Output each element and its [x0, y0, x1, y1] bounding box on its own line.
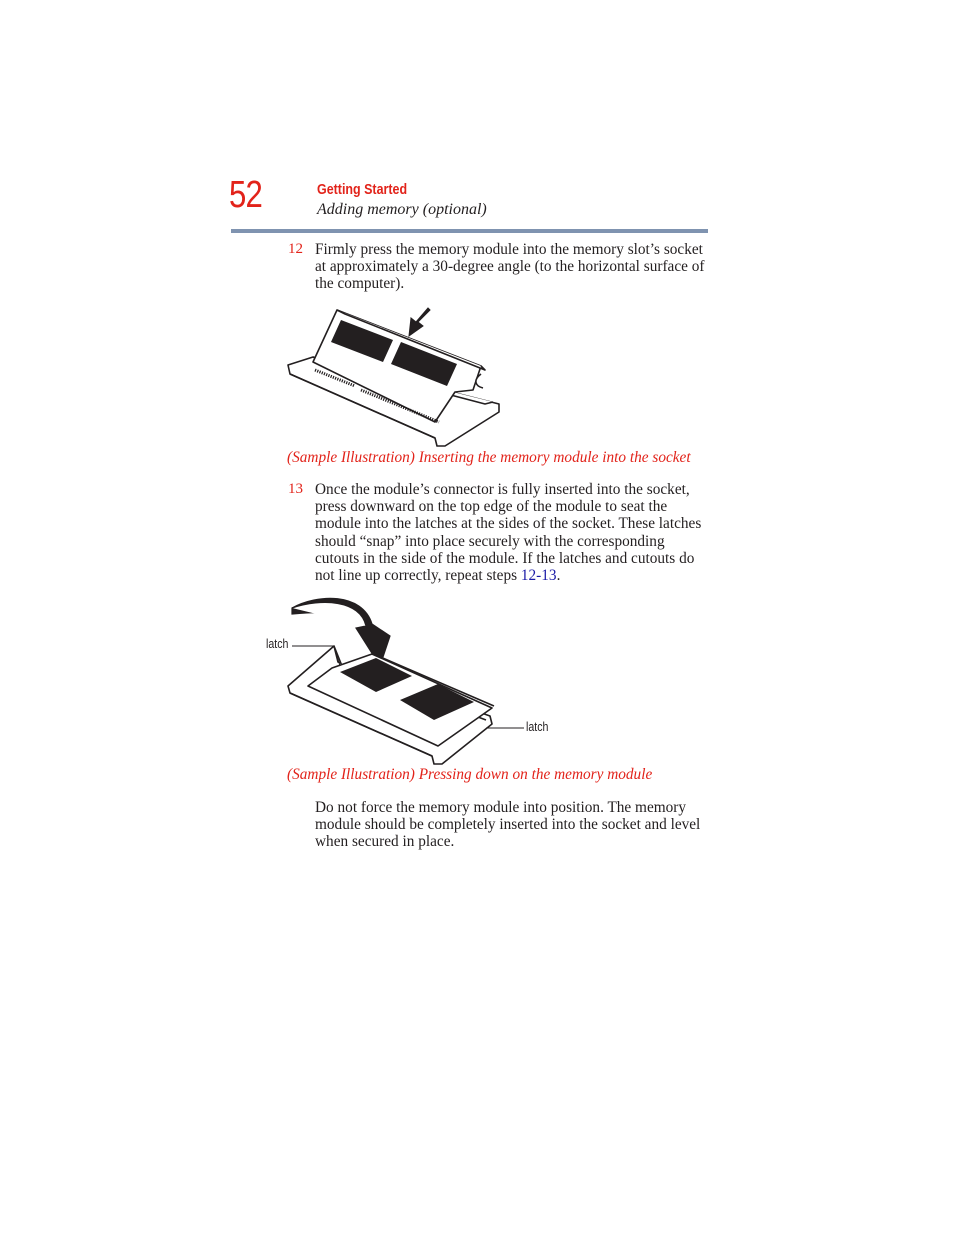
note-text: Do not force the memory module into position. The memory module should be completely inserted into the socket and level when secured in place. [315, 799, 701, 851]
insert-module-illustration [285, 300, 505, 450]
step-number-13: 13 [288, 481, 303, 497]
step-12-link[interactable]: 12 [520, 567, 537, 585]
chapter-title: Getting Started [317, 182, 408, 198]
step-range-dash: - [536, 567, 542, 585]
page-number: 52 [229, 174, 263, 216]
section-title: Adding memory (optional) [317, 201, 487, 218]
figure-1-caption: (Sample Illustration) Inserting the memory module into the socket [287, 449, 691, 466]
step-13-text [315, 481, 709, 584]
step-13-text-main: Once the module’s connector is fully inserted into the socket, press downward on the top edge of the module to seat the module into the latches at the sides of the socket. These latches should “snap” into place securely with the corresponding cutouts in the side of the module. If the latches and cutouts do not line up correctly, repeat steps [315, 481, 702, 585]
step-13-link[interactable]: 13 [541, 567, 557, 585]
step-13-text-end: . [556, 567, 561, 585]
step-12-text: Firmly press the memory module into the memory slot’s socket at approximately a 30-degree angle (to the horizontal surface of the computer). [315, 241, 705, 293]
latch-label-right: latch [526, 720, 549, 734]
figure-2-caption: (Sample Illustration) Pressing down on the memory module [287, 766, 653, 783]
step-number-12: 12 [288, 241, 303, 257]
header-rule [231, 229, 708, 233]
press-module-illustration [262, 596, 532, 768]
latch-label-left: latch [266, 637, 289, 651]
